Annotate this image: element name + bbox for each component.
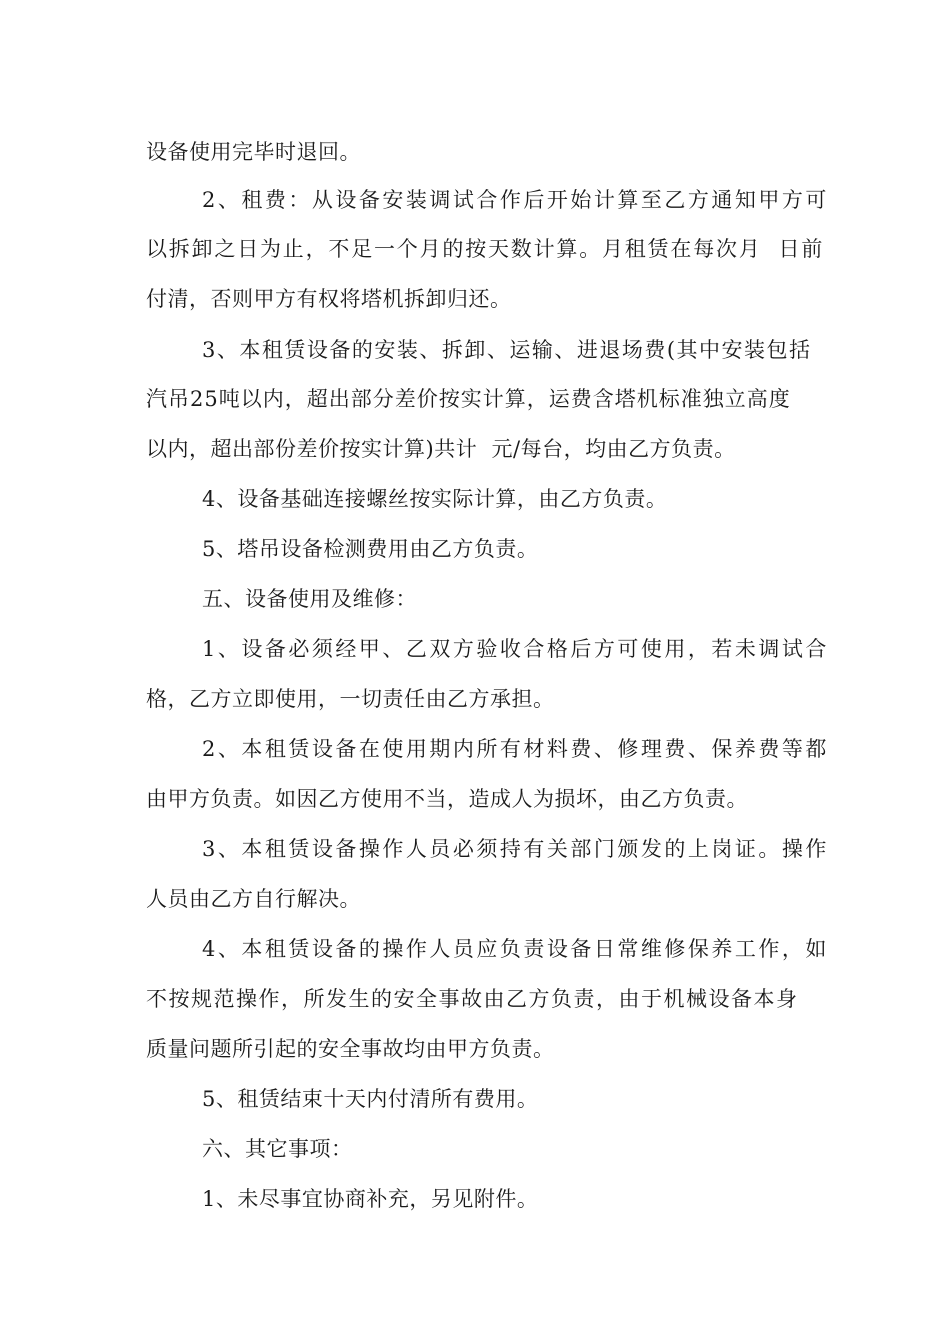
text-line: 3、本租赁设备操作人员必须持有关部门颁发的上岗证。操作 [202,837,829,861]
text-line: 设备使用完毕时退回。 [146,140,361,164]
text-line: 4、设备基础连接螺丝按实际计算，由乙方负责。 [202,487,668,511]
text-line: 人员由乙方自行解决。 [146,887,361,911]
text-line: 3、本租赁设备的安装、拆卸、运输、进退场费(其中安装包括 [202,338,812,362]
section-heading: 五、设备使用及维修： [202,587,417,611]
text-line: 以内，超出部份差价按实计算)共计 元/每台，均由乙方负责。 [146,437,736,461]
text-line: 5、租赁结束十天内付清所有费用。 [202,1087,539,1111]
text-line: 2、本租赁设备在使用期内所有材料费、修理费、保养费等都 [202,737,829,761]
text-line: 付清，否则甲方有权将塔机拆卸归还。 [146,287,512,311]
text-line: 2、租费：从设备安装调试合作后开始计算至乙方通知甲方可 [202,188,829,212]
section-heading: 六、其它事项： [202,1137,353,1161]
text-line: 由甲方负责。如因乙方使用不当，造成人为损坏，由乙方负责。 [146,787,748,811]
text-line: 1、设备必须经甲、乙双方验收合格后方可使用，若未调试合 [202,637,829,661]
text-line: 汽吊25吨以内，超出部分差价按实计算，运费含塔机标准独立高度 [146,387,791,411]
text-line: 4、本租赁设备的操作人员应负责设备日常维修保养工作，如 [202,937,829,961]
text-line: 1、未尽事宜协商补充，另见附件。 [202,1187,539,1211]
text-line: 格，乙方立即使用，一切责任由乙方承担。 [146,687,555,711]
text-line: 5、塔吊设备检测费用由乙方负责。 [202,537,539,561]
text-line: 质量问题所引起的安全事故均由甲方负责。 [146,1037,555,1061]
text-line: 以拆卸之日为止，不足一个月的按天数计算。月租赁在每次月 日前 [146,237,825,261]
text-line: 不按规范操作，所发生的安全事故由乙方负责，由于机械设备本身 [146,987,799,1011]
